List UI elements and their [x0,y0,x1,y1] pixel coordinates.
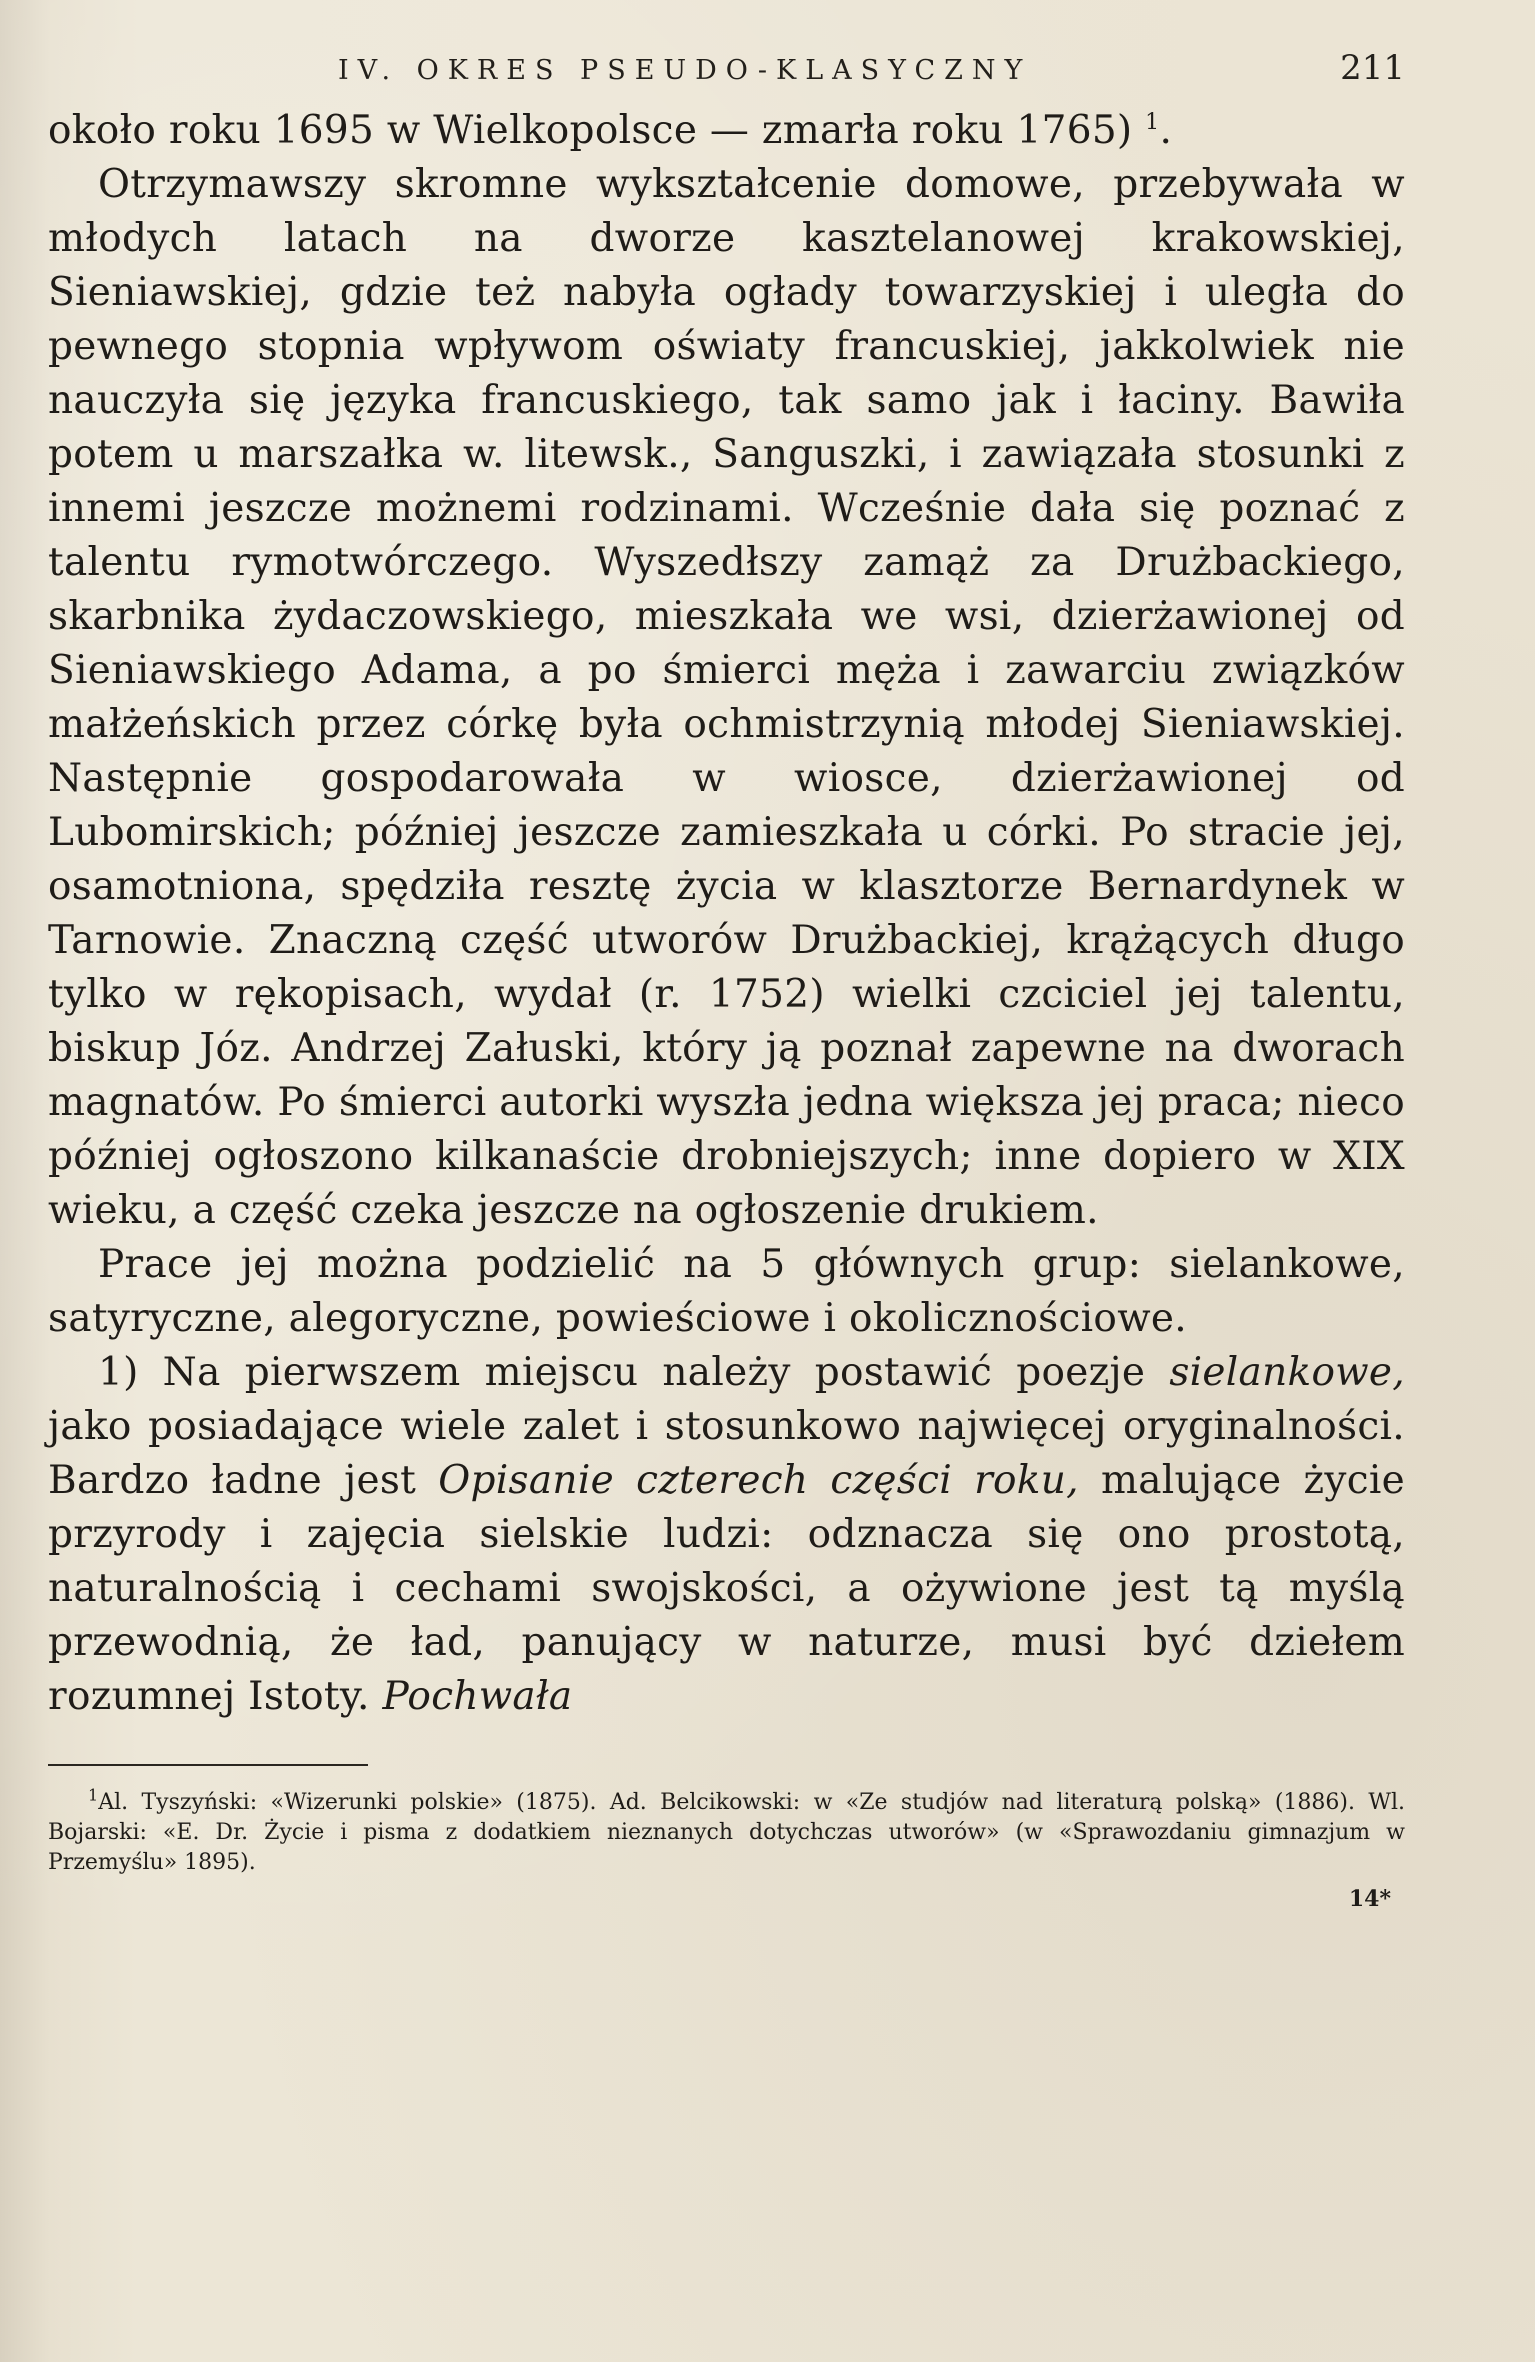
text-run: 1) Na pierwszem miejscu należy postawić poezje [98,1350,1170,1395]
paragraph-idylls [48,1346,1405,1724]
paragraph-end: . [1159,108,1173,153]
paragraph-continuation [48,104,1405,158]
footnote-text: Al. Tyszyński: «Wizerunki polskie» (1875). Ad. Belcikowski: w «Ze studjów nad literaturą polską» (1886). Wl. Bojarski: «E. Dr. Życie i pisma z dodatkiem nieznanych dotychczas utworów» (w «Sprawozdaniu gimnazjum w Przemyślu» 1895). [48,1790,1405,1875]
page-number: 211 [1340,48,1405,88]
italic-term: sielankowe, [1169,1350,1405,1395]
footnote-mark: 1 [88,1785,99,1805]
paragraph-text: około roku 1695 w Wielkopolsce — zmarła roku 1765) [48,108,1133,153]
italic-work-title: Opisanie czterech części roku, [438,1458,1079,1503]
text-run: malujące życie przyrody i zajęcia sielskie ludzi: odznacza się ono prostotą, naturalnością i cechami swojskości, a ożywione jest tą myślą przewodnią, że ład, panujący w naturze, musi być dziełem rozumnej Istoty. [48,1458,1406,1719]
printer-signature: 14* [1348,1886,1391,1912]
footnote-divider [48,1764,368,1766]
main-text [48,104,1405,1724]
text-run: jako posiadające wiele zalet i stosunkowo najwięcej oryginalności. Bardzo ładne jest [48,1404,1405,1503]
footnote [48,1785,1405,1878]
footnote-reference: 1 [1145,110,1160,135]
section-title: IV. OKRES PSEUDO-KLASYCZNY [338,55,1032,86]
footnotes [48,1785,1405,1914]
paragraph-biography: Otrzymawszy skromne wykształcenie domowe, przebywała w młodych latach na dworze kasztelanowej krakowskiej, Sieniawskiej, gdzie też nabyła ogłady towarzyskiej i uległa do pewnego stopnia wpływom oświaty francuskiej, jakkolwiek nie nauczyła się języka francuskiego, tak samo jak i łaciny. Bawiła potem u marszałka w. litewsk., Sanguszki, i zawiązała stosunki z innemi jeszcze możnemi rodzinami. Wcześnie dała się poznać z talentu rymotwórczego. Wyszedłszy zamąż za Drużbackiego, skarbnika żydaczowskiego, mieszkała we wsi, dzierżawionej od Sieniawskiego Adama, a po śmierci męża i zawarciu związków małżeńskich przez córkę była ochmistrzynią młodej Sieniawskiej. Następnie gospodarowała w wiosce, dzierżawionej od Lubomirskich; później jeszcze zamieszkała u córki. Po stracie jej, osamotniona, spędziła resztę życia w klasztorze Bernardynek w Tarnowie. Znaczną część utworów Drużbackiej, krążących długo tylko w rękopisach, wydał (r. 1752) wielki czciciel jej talentu, biskup Józ. Andrzej Załuski, który ją poznał zapewne na dworach magnatów. Po śmierci autorki wyszła jedna większa jej praca; nieco później ogłoszono kilkanaście drobniejszych; inne dopiero w XIX wieku, a część czeka jeszcze na ogłoszenie drukiem. [48,162,1405,1233]
italic-work-title: Pochwała [382,1674,573,1719]
paragraph-groups: Prace jej można podzielić na 5 głównych grup: sielankowe, satyryczne, alegoryczne, powieściowe i okolicznościowe. [48,1242,1405,1341]
running-header [48,48,1405,88]
